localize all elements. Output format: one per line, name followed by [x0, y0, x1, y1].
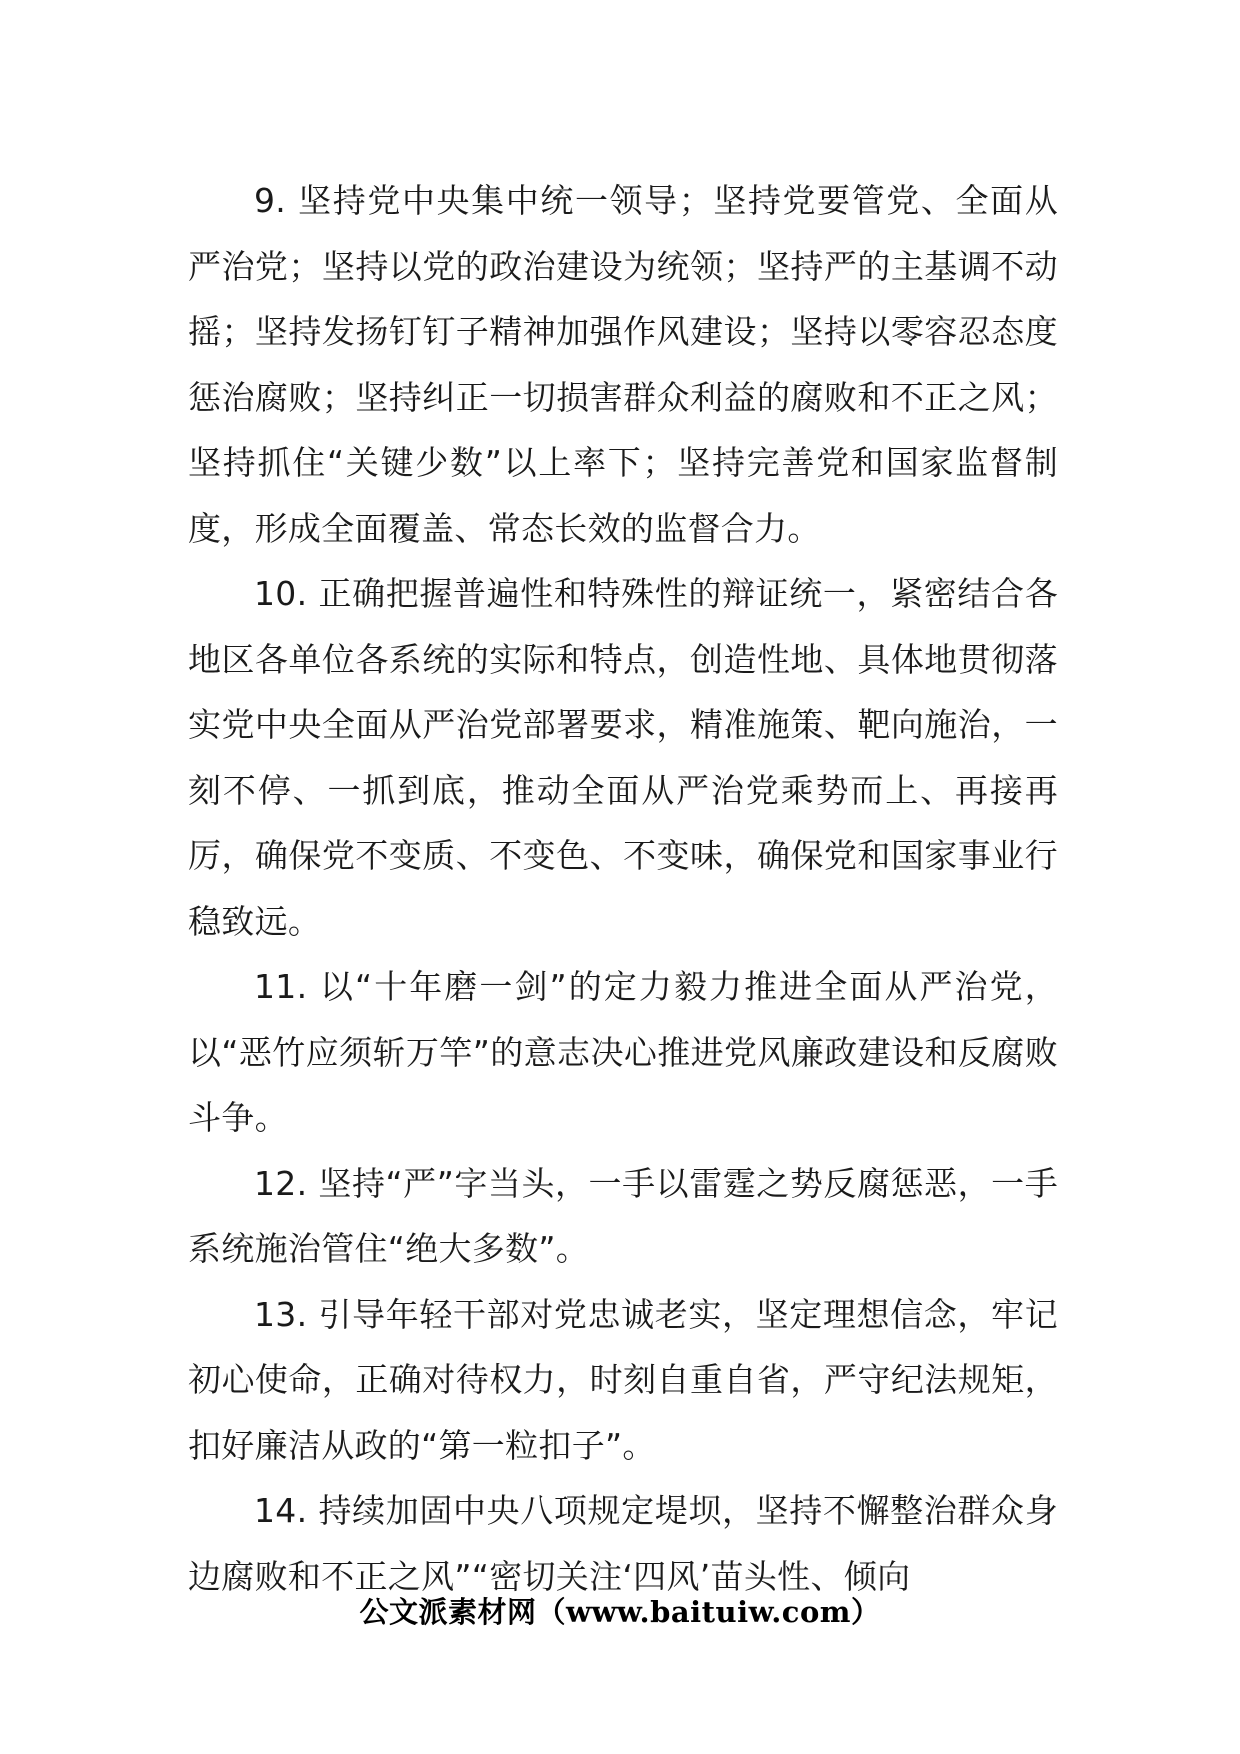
paragraph-9: 9. 坚持党中央集中统一领导；坚持党要管党、全面从严治党；坚持以党的政治建设为统领；坚持严的主基调不动摇；坚持发扬钉钉子精神加强作风建设；坚持以零容忍态度惩治腐败；坚持纠正一切损害群众利益的腐败和不正之风；坚持抓住“关键少数”以上率下；坚持完善党和国家监督制度，形成全面覆盖、常态长效的监督合力。 [188, 181, 1058, 548]
document-body [188, 168, 1058, 1609]
paragraph-10: 10. 正确把握普遍性和特殊性的辩证统一，紧密结合各地区各单位各系统的实际和特点，创造性地、具体地贯彻落实党中央全面从严治党部署要求，精准施策、靶向施治，一刻不停、一抓到底，推动全面从严治党乘势而上、再接再厉，确保党不变质、不变色、不变味，确保党和国家事业行稳致远。 [188, 574, 1058, 941]
paragraph-12: 12. 坚持“严”字当头，一手以雷霆之势反腐惩恶，一手系统施治管住“绝大多数”。 [188, 1163, 1058, 1268]
paragraph-14: 14. 持续加固中央八项规定堤坝，坚持不懈整治群众身边腐败和不正之风”“密切关注‘四风’苗头性、倾向 [188, 1491, 1058, 1596]
paragraph-11: 11. 以“十年磨一剑”的定力毅力推进全面从严治党，以“恶竹应须斩万竿”的意志决心推进党风廉政建设和反腐败斗争。 [188, 967, 1058, 1137]
paragraph-13: 13. 引导年轻干部对党忠诚老实，坚定理想信念，牢记初心使命，正确对待权力，时刻自重自省，严守纪法规矩，扣好廉洁从政的“第一粒扣子”。 [188, 1294, 1058, 1465]
page-footer-watermark: 公文派素材网（www.baituiw.com） [359, 1595, 881, 1629]
